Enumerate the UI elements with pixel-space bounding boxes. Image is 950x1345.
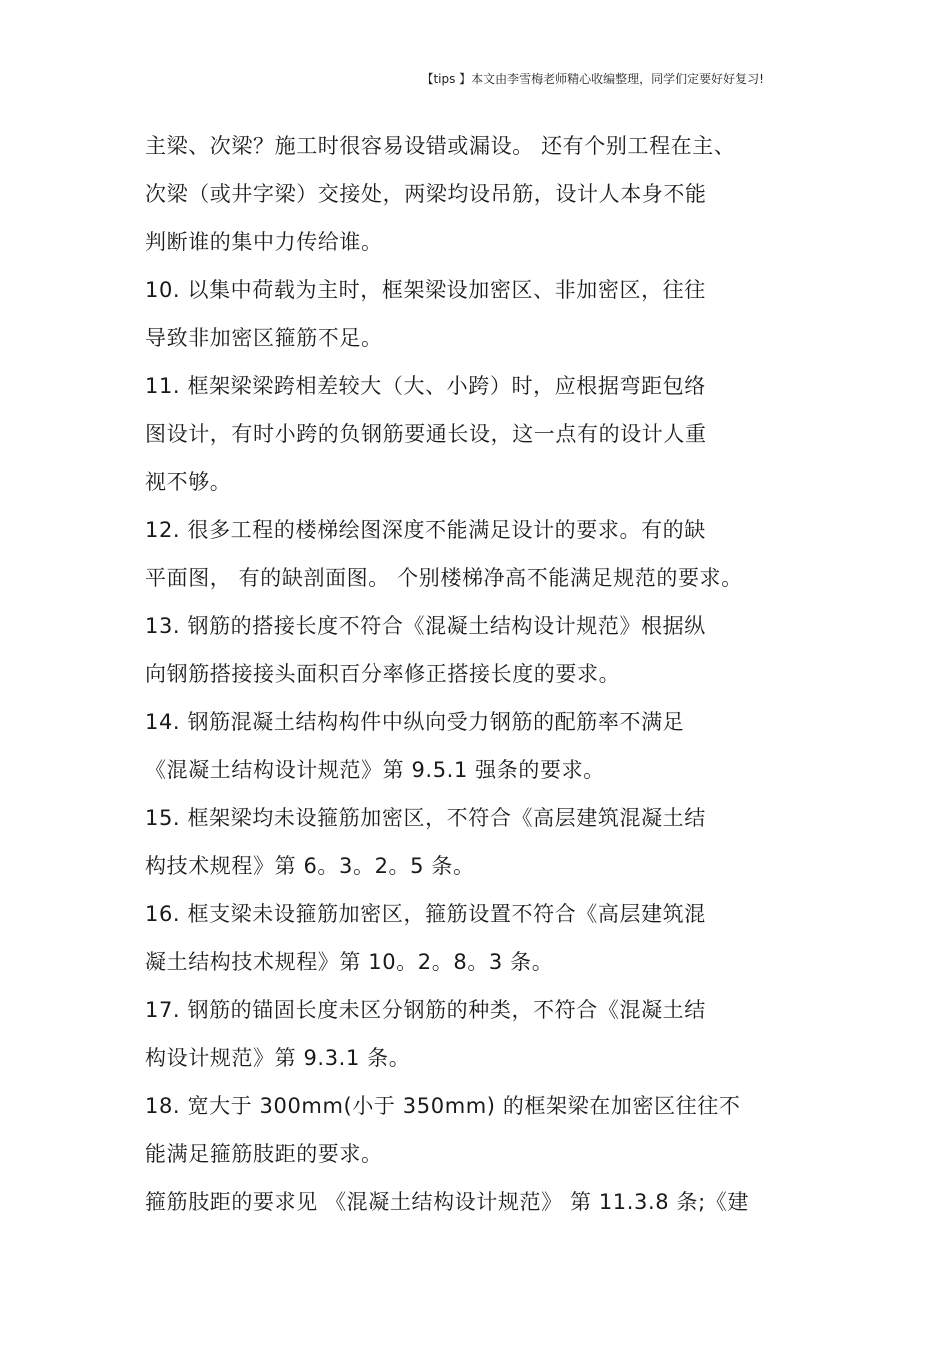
text-line: 构设计规范》第 9.3.1 条。 <box>145 1046 411 1070</box>
header-tip: 【tips 】本文由李雪梅老师精心收编整理，同学们定要好好复习! <box>421 72 764 86</box>
text-line: 10. 以集中荷载为主时，框架梁设加密区、非加密区，往往 <box>145 278 706 302</box>
text-line: 18. 宽大于 300mm(小于 350mm) 的框架梁在加密区往往不 <box>145 1094 741 1118</box>
text-line: 次梁（或井字梁）交接处，两梁均设吊筋，设计人本身不能 <box>145 182 707 206</box>
text-line: 主梁、次梁？施工时很容易设错或漏设。 还有个别工程在主、 <box>145 134 736 158</box>
text-line: 11. 框架梁梁跨相差较大（大、小跨）时，应根据弯距包络 <box>145 374 706 398</box>
text-line: 平面图， 有的缺剖面图。 个别楼梯净高不能满足规范的要求。 <box>145 566 743 590</box>
text-line: 凝土结构技术规程》第 10。2。8。3 条。 <box>145 950 554 974</box>
text-line: 导致非加密区箍筋不足。 <box>145 326 383 350</box>
text-line: 13. 钢筋的搭接长度不符合《混凝土结构设计规范》根据纵 <box>145 614 706 638</box>
text-line: 14. 钢筋混凝土结构构件中纵向受力钢筋的配筋率不满足 <box>145 710 685 734</box>
text-line: 箍筋肢距的要求见 《混凝土结构设计规范》 第 11.3.8 条;《建 <box>145 1190 749 1214</box>
text-line: 视不够。 <box>145 470 232 494</box>
text-line: 15. 框架梁均未设箍筋加密区，不符合《高层建筑混凝土结 <box>145 806 706 830</box>
text-line: 判断谁的集中力传给谁。 <box>145 230 383 254</box>
document-body <box>145 128 825 1232</box>
text-line: 16. 框支梁未设箍筋加密区，箍筋设置不符合《高层建筑混 <box>145 902 706 926</box>
text-line: 向钢筋搭接接头面积百分率修正搭接长度的要求。 <box>145 662 621 686</box>
text-line: 构技术规程》第 6。3。2。5 条。 <box>145 854 475 878</box>
text-line: 17. 钢筋的锚固长度未区分钢筋的种类，不符合《混凝土结 <box>145 998 706 1022</box>
text-line: 《混凝土结构设计规范》第 9.5.1 强条的要求。 <box>145 758 605 782</box>
text-line: 图设计，有时小跨的负钢筋要通长设，这一点有的设计人重 <box>145 422 707 446</box>
text-line: 12. 很多工程的楼梯绘图深度不能满足设计的要求。有的缺 <box>145 518 706 542</box>
text-line: 能满足箍筋肢距的要求。 <box>145 1142 383 1166</box>
